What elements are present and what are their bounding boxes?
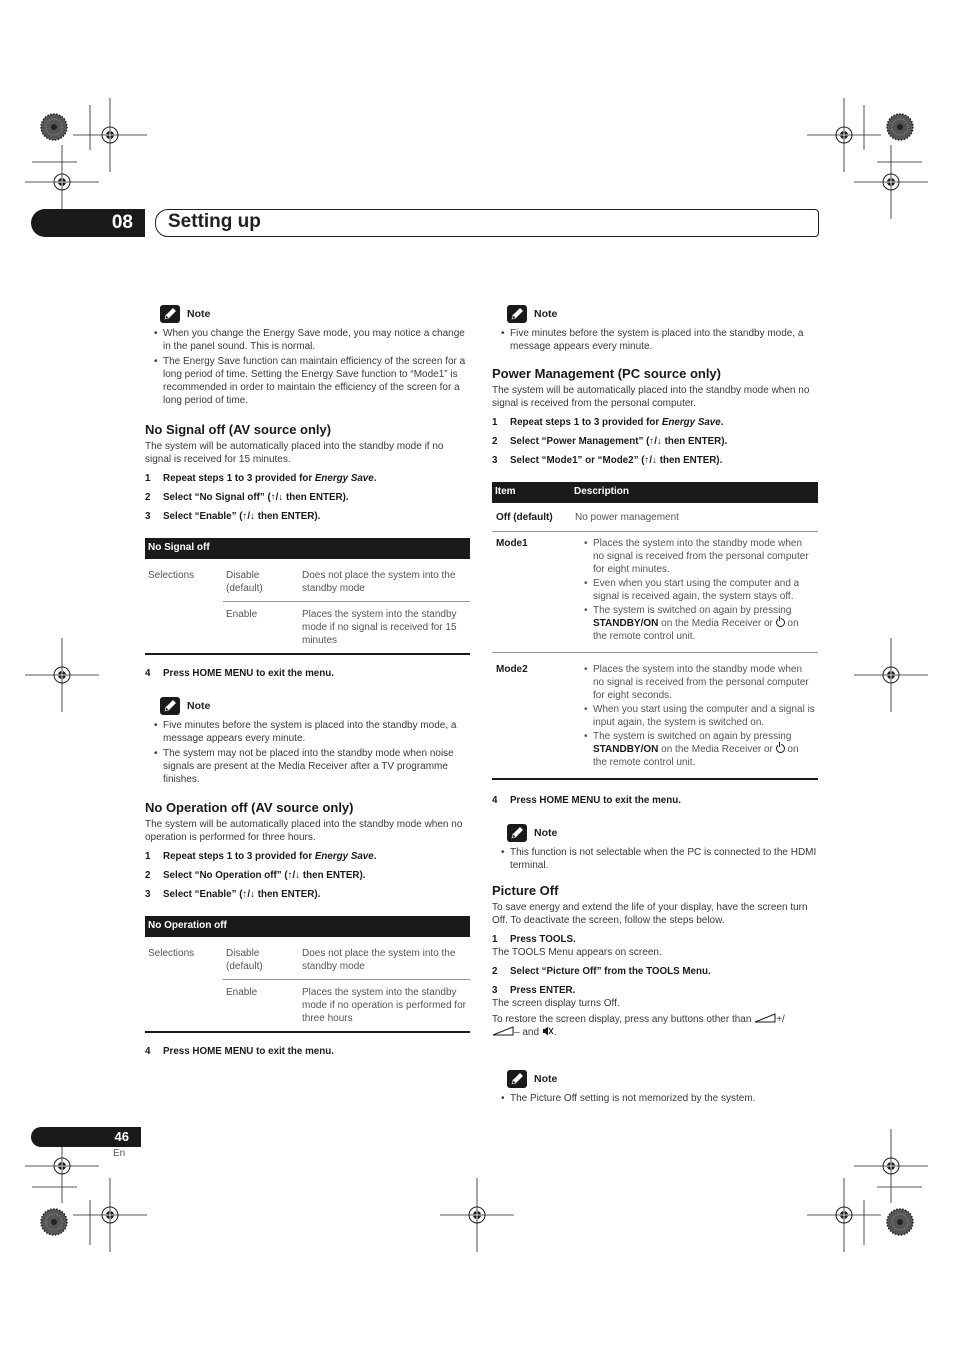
mode2-list [584,663,815,769]
note-label: Note [534,1072,558,1085]
mute-icon [542,1026,554,1036]
mode1-list [584,537,815,643]
table-row: Selections Disable (default) Does not place the system into the standby mode [145,937,470,980]
step-result: The screen display turns Off. [492,998,620,1009]
column-header-description: Description [571,482,818,503]
note-pencil-icon [507,305,527,323]
list-item: • Places the system into the standby mode when no signal is received from the personal computer for eight minutes. [593,537,815,576]
step-3: 3 Select “Enable” (↑/↓ then ENTER). [145,511,321,522]
note-header [160,696,470,716]
chapter-number: 08 [31,209,145,237]
list-item: • The Picture Off setting is not memorized by the system. [510,1092,818,1105]
left-column [145,304,470,1058]
step-4: 4 Press HOME MENU to exit the menu. [492,795,681,806]
list-item: • When you start using the computer and a signal is input again, the system is switched on. [593,703,815,729]
note-pencil-icon [160,697,180,715]
right-column [492,304,818,1107]
step-3: 3 Select “Enable” (↑/↓ then ENTER). [145,889,321,900]
list-item: • Even when you start using the computer and a signal is received again, the system stays off. [593,577,815,603]
list-item: • The system may not be placed into the standby mode when noise signals are present at the Media Receiver after a TV programme finishes. [163,747,470,786]
note-label: Note [534,307,558,320]
table-row: Enable Places the system into the standby mode if no signal is received for 15 minutes [226,609,457,646]
step-2: 2 Select “Picture Off” from the TOOLS Menu. [492,966,711,977]
step-2: 2 Select “No Operation off” (↑/↓ then ENTER). [145,870,366,881]
step-1: 1 Repeat steps 1 to 3 provided for Energy Save. [145,473,377,484]
volume-down-icon [492,1026,514,1036]
table-row: Off (default) No power management [492,503,818,532]
note-label: Note [534,826,558,839]
note-list [492,846,818,872]
list-item: • Places the system into the standby mode when no signal is received from the personal computer for eight seconds. [593,663,815,702]
volume-up-icon [754,1013,776,1023]
section-body: The system will be automatically placed into the standby mode when no signal is received from the personal computer. [492,385,810,409]
list-item: • This function is not selectable when the PC is connected to the HDMI terminal. [510,846,818,872]
note-header [507,1069,818,1089]
step-1: 1 Repeat steps 1 to 3 provided for Energy Save. [492,417,724,428]
list-item: • When you change the Energy Save mode, you may notice a change in the panel sound. This is normal. [163,327,470,353]
section-body: To save energy and extend the life of your display, have the screen turn Off. To deactivate the screen, follow the steps below. [492,902,808,926]
note-list [145,719,470,786]
list-item: • The Energy Save function can maintain efficiency of the screen for a long period of time. Setting the Energy Save function to “Mode1” is recommended in order to maintain the efficiency of the screen for a long period of time. [163,355,470,407]
power-icon [776,744,785,753]
note-header [507,304,818,324]
step-2: 2 Select “Power Management” (↑/↓ then ENTER). [492,436,728,447]
table-row: Mode2 • Places the system into the standby mode when no signal is received from the personal computer for eight seconds. • When you start using the computer and a signal is input again, the system is switched on. • The system is switched on again by pressing STANDBY/ON on the Media Receiver or on the remote control unit. [492,653,818,780]
note-list [492,1092,818,1105]
section-heading-power-management: Power Management (PC source only) [492,366,721,381]
restore-text: To restore the screen display, press any buttons other than +/ – and . [492,1014,785,1038]
language-code: En [113,1148,126,1159]
no-operation-off-table [145,916,470,1033]
chapter-title: Setting up [168,211,261,232]
step-1: 1 Press TOOLS. [492,934,576,945]
table-row: Enable Places the system into the standby mode if no operation is performed for three hours [226,987,466,1024]
note-label: Note [187,699,211,712]
section-heading-no-signal-off: No Signal off (AV source only) [145,422,332,437]
no-signal-off-table [145,538,470,655]
section-body: The system will be automatically placed into the standby mode if no signal is received for 15 minutes. [145,441,444,465]
step-3: 3 Press ENTER. [492,985,576,996]
note-list [492,327,818,353]
step-4: 4 Press HOME MENU to exit the menu. [145,1046,334,1057]
table-header: No Operation off [145,916,470,937]
page-number: 46 [114,1129,129,1144]
note-header [507,823,818,843]
note-pencil-icon [507,1070,527,1088]
step-1: 1 Repeat steps 1 to 3 provided for Energy Save. [145,851,377,862]
section-heading-picture-off: Picture Off [492,883,559,898]
page-number-badge [31,1127,141,1147]
table-header: No Signal off [145,538,470,559]
list-item: • The system is switched on again by pressing STANDBY/ON on the Media Receiver or on the remote control unit. [593,604,815,643]
note-list [145,327,470,407]
note-header [160,304,470,324]
step-4: 4 Press HOME MENU to exit the menu. [145,668,334,679]
list-item: • Five minutes before the system is placed into the standby mode, a message appears every minute. [163,719,470,745]
list-item: • Five minutes before the system is placed into the standby mode, a message appears every minute. [510,327,818,353]
table-row: Selections Disable (default) Does not place the system into the standby mode [145,559,470,602]
power-management-table [492,482,818,780]
step-3: 3 Select “Mode1” or “Mode2” (↑/↓ then ENTER). [492,455,723,466]
note-label: Note [187,307,211,320]
list-item: • The system is switched on again by pressing STANDBY/ON on the Media Receiver or on the remote control unit. [593,730,815,769]
note-pencil-icon [160,305,180,323]
section-body: The system will be automatically placed into the standby mode when no operation is performed for three hours. [145,819,463,843]
table-row: Mode1 • Places the system into the standby mode when no signal is received from the personal computer for eight minutes. • Even when you start using the computer and a signal is received again, the system stays off. • The system is switched on again by pressing STANDBY/ON on the Media Receiver or on the remote control unit. [492,532,818,653]
column-header-item: Item [492,482,571,503]
step-result: The TOOLS Menu appears on screen. [492,947,662,958]
section-heading-no-operation-off: No Operation off (AV source only) [145,800,354,815]
step-2: 2 Select “No Signal off” (↑/↓ then ENTER). [145,492,349,503]
note-pencil-icon [507,824,527,842]
power-icon [776,618,785,627]
